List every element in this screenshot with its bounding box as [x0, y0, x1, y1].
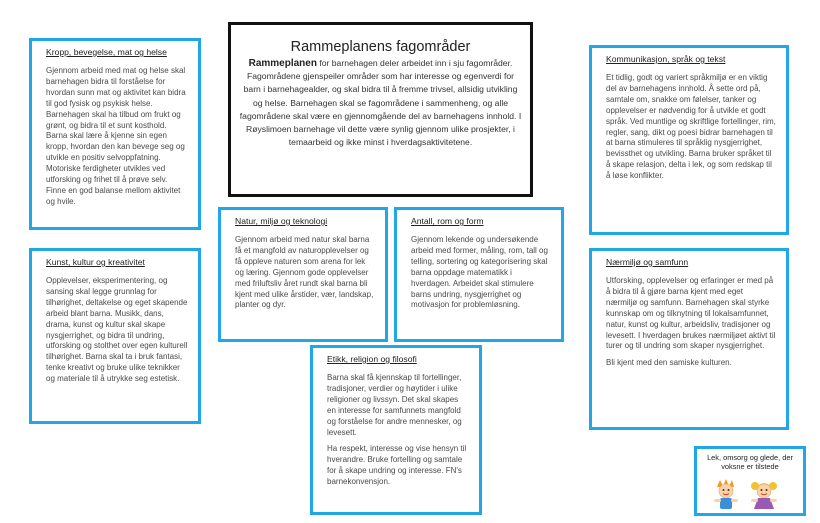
box-natur	[218, 207, 388, 342]
box-lek	[694, 446, 806, 516]
box-naermiljo	[589, 248, 789, 430]
box-text-2: Bli kjent med den samiske kulturen.	[606, 358, 732, 368]
children-illustration-icon	[711, 477, 791, 511]
box-text: Et tidlig, godt og variert språkmiljø er en viktig del av barnehagens innhold. Å sette ord på, samtale om, snakke om følelser, tanker og opplevelser er nødvendig for å utvikle et godt språk. Ved muntlige og skriftlige fortellinger, rim, regler, sang, dikt og poesi bidrar barnehagen til at barna stimuleres til språklig nysgjerrighet, bevissthet og utvikling. Barna bruker språket til å skape relasjon, delta i lek, og som redskap til å løse konflikter.	[606, 73, 776, 181]
box-title: Etikk, religion og filosofi	[327, 354, 417, 364]
girl-figure-icon	[751, 482, 777, 509]
box-text: Gjennom arbeid med natur skal barna få et mangfold av naturopplevelser og få oppleve naturen som arena for lek og læring. Gjennom gode opplevelser med friluftsliv året rundt skal barna bli kjent med ulike årstider, vær, landskap, planter og dyr.	[235, 235, 374, 310]
intro-bold: Rammeplanen	[248, 58, 317, 69]
box-kunst	[29, 248, 201, 424]
box-title: Kommunikasjon, språk og tekst	[606, 54, 726, 64]
box-kropp	[29, 38, 201, 230]
box-etikk	[310, 345, 482, 515]
box-title: Kropp, bevegelse, mat og helse	[46, 47, 167, 57]
boy-figure-icon	[714, 479, 738, 509]
box-kommunikasjon	[589, 45, 789, 235]
box-title: Natur, miljø og teknologi	[235, 216, 328, 226]
intro-text	[239, 57, 522, 149]
box-text: Utforsking, opplevelser og erfaringer er med på å bidra til å gjøre barna kjent med eget nærmiljø og samfunn. Barnehagen skal styrke kunnskap om og tilknytning til lokalsamfunnet, natur, kunst og kultur, arbeidsliv, tradisjoner og levesett. I hverdagen brukes nærmiljøet aktivt til turer og til undring som skaper nysgjerrighet.	[606, 276, 776, 351]
box-title: Nærmiljø og samfunn	[606, 257, 689, 267]
box-title: Antall, rom og form	[411, 216, 484, 226]
box-text: Opplevelser, eksperimentering, og sansing skal legge grunnlag for tilhørighet, deltakelse og eget skapende arbeid blant barna. Musikk, dans, drama, kunst og kultur skal skape nysgjerrighet, og bidra til undring, utforsking og stolthet over egen kulturell tilhørighet. Barna skal ta i bruk fantasi, tenke kreativt og bruke ulike teknikker og materiale til å utrykke seg estetisk.	[46, 276, 188, 384]
box-title: Kunst, kultur og kreativitet	[46, 257, 145, 267]
box-text: Gjennom lekende og undersøkende arbeid med former, måling, rom, tall og telling, sortering og kategorisering skal barna oppdage matematikk i hverdagen. Arbeidet skal stimulere barns undring, nysgjerrighet og motivasjon for problemløsning.	[411, 235, 548, 310]
intro-box	[228, 22, 533, 197]
lek-caption: Lek, omsorg og glede, der voksne er tilstede	[707, 453, 793, 471]
box-text: Gjennom arbeid med mat og helse skal barnehagen bidra til forståelse for hvordan sunn mat og aktivitet kan bidra til god fysisk og psykisk helse. Barnehagen skal ha tilbud om frukt og grønt, og bidra til et sunt kosthold. Barna skal lære å kjenne sin egen kropp, hvordan den kan bevege seg og utvikle en positiv selvoppfatning. Motoriske ferdigheter utvikles ved utforsking og frihet til å prøve selv. Finne en god balanse mellom aktivitet og hvile.	[46, 66, 186, 206]
intro-body: for barnehagen deler arbeidet inn i sju fagområder. Fagområdene gjenspeiler områder som har interesse og egenverdi for barn i barnehagealder, og skal bidra til å fremme trivsel, allsidig utvikling og helse. Barnehagen skal se fagområdene i sammenheng, og alle fagområdene skal være en gjennomgående del av barnehagens innhold. I Røyslimoen barnehage vil dette være synlig gjennom ulike prosjekter, i temaarbeid og ikke minst i hverdagsaktivitetene.	[239, 58, 522, 148]
box-text-2: Ha respekt, interesse og vise hensyn til hverandre. Bruke fortelling og samtale for å skape undring og interesse. FN's barnekonvensjon.	[327, 444, 467, 487]
box-text: Barna skal få kjennskap til fortellinger, tradisjoner, verdier og høytider i ulike religioner og livssyn. Det skal skapes en interesse for samfunnets mangfold og forståelse for andre mennesker, og levesett.	[327, 373, 462, 437]
page-title: Rammeplanens fagområder	[290, 39, 471, 55]
box-antall	[394, 207, 564, 342]
